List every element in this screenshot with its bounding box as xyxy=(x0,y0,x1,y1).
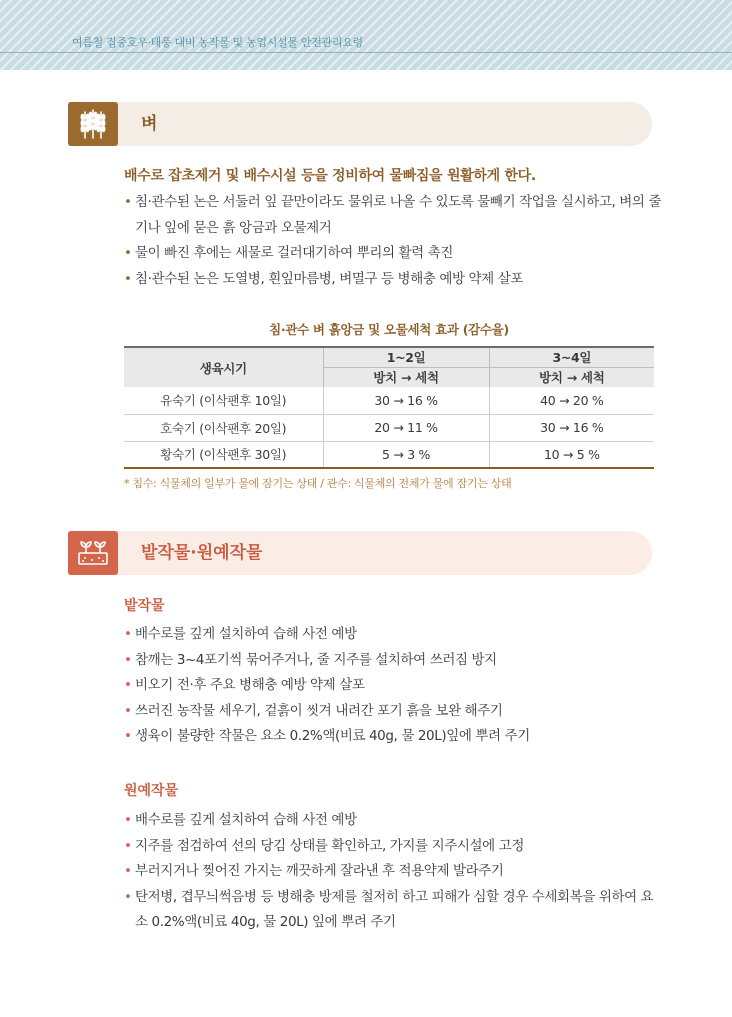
table-cell-p2: 30 → 16 % xyxy=(489,414,654,441)
sprout-icon xyxy=(68,531,118,575)
list-item: • 침·관수된 논은 서둘러 잎 끝만이라도 물위로 나올 수 있도록 물빼기 작업을 실시하고, 벼의 줄기나 잎에 묻은 흙 앙금과 오물제거 xyxy=(124,190,664,241)
table-cell-stage: 호숙기 (이삭팬후 20일) xyxy=(124,414,323,441)
table-cell-p2: 10 → 5 % xyxy=(489,441,654,468)
table-cell-stage: 유숙기 (이삭팬후 10일) xyxy=(124,387,323,414)
column-header-period2: 3~4일 xyxy=(489,347,654,367)
table-cell-p1: 5 → 3 % xyxy=(323,441,489,468)
list-item: • 탄저병, 겹무늬썩음병 등 병해충 방제를 철저히 하고 피해가 심할 경우 수세회복을 위하여 요소 0.2%액(비료 40g, 물 20L) 잎에 뿌려 주기 xyxy=(124,885,664,936)
list-item: • 배수로를 깊게 설치하여 습해 사전 예방 xyxy=(124,622,664,648)
rice-bullet-list xyxy=(124,190,664,292)
field-section-header xyxy=(68,531,652,575)
wash-effect-table xyxy=(124,346,654,469)
rice-section-title: 벼 xyxy=(141,114,158,134)
list-item: • 침·관수된 논은 도열병, 흰잎마름병, 벼멸구 등 병해충 예방 약제 살포 xyxy=(124,267,664,293)
rice-lead: 배수로 잡초제거 및 배수시설 등을 정비하여 물빠짐을 원활하게 한다. xyxy=(124,168,536,184)
header-band xyxy=(0,0,732,70)
list-item: • 쓰러진 농작물 세우기, 겉흙이 씻겨 내려간 포기 흙을 보완 해주기 xyxy=(124,699,664,725)
field-section-title: 밭작물·원예작물 xyxy=(141,543,263,563)
table-caption: 침·관수 벼 흙앙금 및 오물세척 효과 (감수율) xyxy=(269,322,509,337)
rice-section-header xyxy=(68,102,652,146)
table-row xyxy=(124,387,654,414)
list-item: • 지주를 점검하여 선의 당김 상태를 확인하고, 가지를 지주시설에 고정 xyxy=(124,834,664,860)
table-cell-p1: 20 → 11 % xyxy=(323,414,489,441)
horti-subtitle: 원예작물 xyxy=(124,783,179,799)
table-cell-stage: 황숙기 (이삭팬후 30일) xyxy=(124,441,323,468)
table-cell-p1: 30 → 16 % xyxy=(323,387,489,414)
subheader-period2: 방치 → 세척 xyxy=(489,367,654,387)
table-row xyxy=(124,414,654,441)
list-item: • 생육이 불량한 작물은 요소 0.2%액(비료 40g, 물 20L)잎에 뿌려 주기 xyxy=(124,724,664,750)
list-item: • 부러지거나 찢어진 가지는 깨끗하게 잘라낸 후 적용약제 발라주기 xyxy=(124,859,664,885)
upland-bullet-list xyxy=(124,622,664,750)
running-title: 여름철 집중호우·태풍 대비 농작물 및 농업시설물 안전관리요령 xyxy=(72,36,363,49)
table-cell-p2: 40 → 20 % xyxy=(489,387,654,414)
header-rule xyxy=(0,52,732,53)
column-header-growth: 생육시기 xyxy=(124,347,323,387)
subheader-period1: 방치 → 세척 xyxy=(323,367,489,387)
list-item: • 배수로를 깊게 설치하여 습해 사전 예방 xyxy=(124,808,664,834)
wheat-icon xyxy=(68,102,118,146)
table-row xyxy=(124,441,654,468)
list-item: • 비오기 전·후 주요 병해충 예방 약제 살포 xyxy=(124,673,664,699)
upland-subtitle: 밭작물 xyxy=(124,598,165,614)
list-item: • 참깨는 3~4포기씩 묶어주거나, 줄 지주를 설치하여 쓰러짐 방지 xyxy=(124,648,664,674)
column-header-period1: 1~2일 xyxy=(323,347,489,367)
list-item: • 물이 빠진 후에는 새물로 걸러대기하여 뿌리의 활력 촉진 xyxy=(124,241,664,267)
horti-bullet-list xyxy=(124,808,664,936)
table-note: * 침수: 식물체의 일부가 물에 잠기는 상태 / 관수: 식물체의 전체가 물에 잠기는 상태 xyxy=(124,477,512,490)
